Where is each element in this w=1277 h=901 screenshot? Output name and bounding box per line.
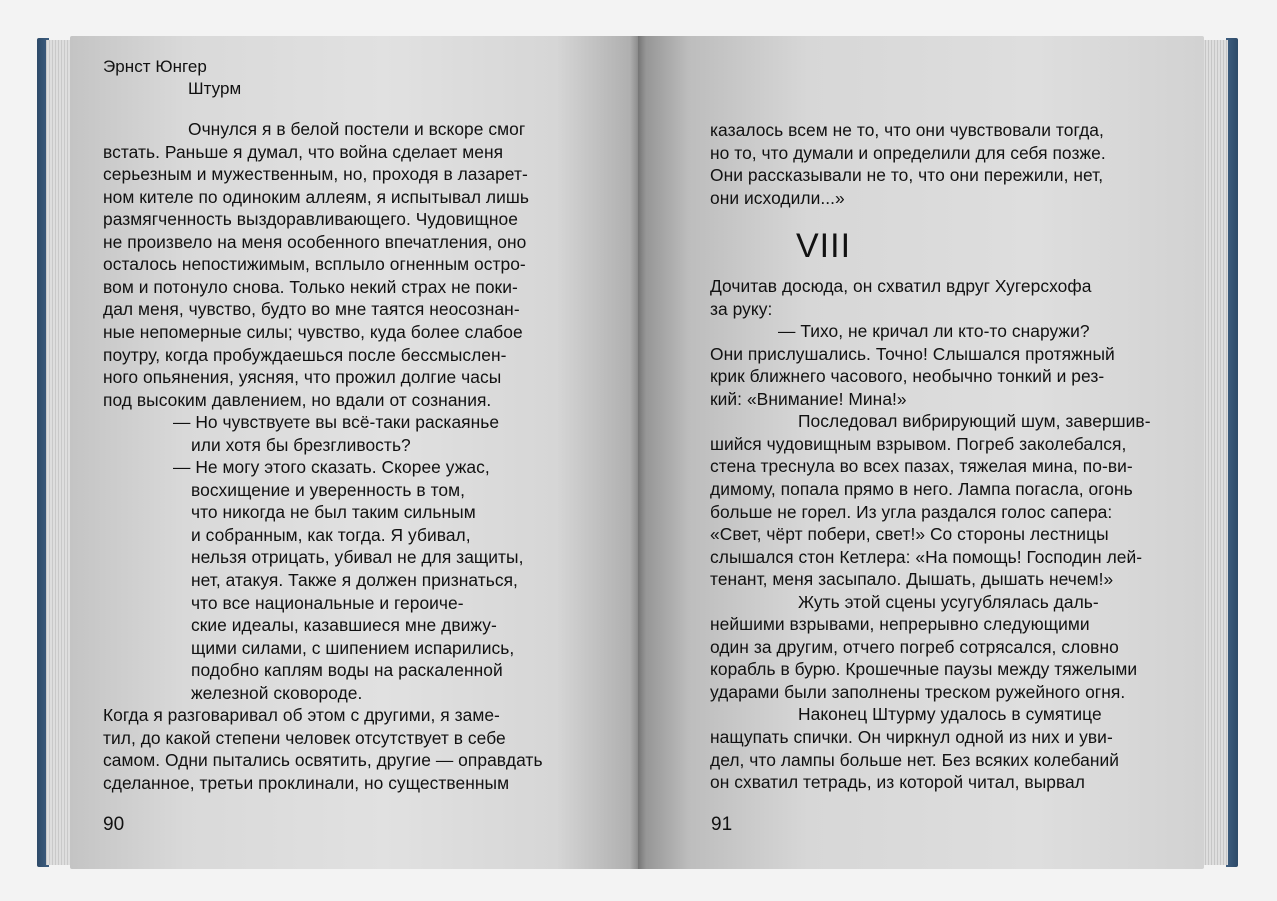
text-line: шийся чудовищным взрывом. Погреб заколебался, [710,433,1127,454]
text-line: за руку: [710,298,773,319]
running-header-author: Эрнст Юнгер [103,57,207,76]
text-line: сделанное, третьи проклинали, но существенным [103,772,510,793]
text-line: и собранным, как тогда. Я убивал, [191,524,471,545]
text-line: не произвело на меня особенного впечатления, оно [103,231,527,252]
text-line: поутру, когда пробуждаешься после бессмыслен- [103,344,507,365]
book-spine-shadow [630,36,646,869]
text-line: под высоким давлением, но вдали от сознания. [103,389,492,410]
text-line: крик ближнего часового, необычно тонкий и рез- [710,366,1105,387]
text-line: ные непомерные силы; чувство, куда более слабое [103,321,523,342]
text-line: слышался стон Кетлера: «На помощь! Господин лей- [710,546,1143,567]
text-line: вом и потонуло снова. Только некий страх не поки- [103,276,518,297]
text-line: нельзя отрицать, убивал не для защиты, [191,547,524,568]
text-line: один за другим, отчего погреб сотрясался, словно [710,636,1119,657]
text-line: он схватил тетрадь, из которой читал, вырвал [710,772,1085,793]
text-line: ного опьянения, уясняя, что прожил долгие часы [103,367,502,388]
text-line: нейшими взрывами, непрерывно следующими [710,614,1090,635]
text-line: кий: «Внимание! Мина!» [710,388,907,409]
text-line: дел, что лампы больше нет. Без всяких колебаний [710,749,1120,770]
text-line: ном кителе по одиноким аллеям, я испытывал лишь [103,186,529,207]
running-header-title: Штурм [188,79,242,98]
text-line: Очнулся я в белой постели и вскоре смог [188,119,526,139]
text-line: Последовал вибрирующий шум, завершив- [798,411,1151,432]
text-line: подобно каплям воды на раскаленной [191,660,503,681]
right-page [638,36,1204,869]
text-line: больше не горел. Из угла раздался голос сапера: [710,501,1113,522]
text-line: Наконец Штурму удалось в сумятице [798,704,1102,725]
left-page [70,36,642,869]
text-line: или хотя бы брезгливость? [191,434,411,455]
page-number-left: 90 [103,814,125,835]
text-line: — Но чувствуете вы всё-таки раскаянье [173,412,500,433]
text-line: — Тихо, не кричал ли кто-то снаружи? [778,321,1090,342]
text-line: что все национальные и героиче- [191,592,464,613]
text-line: осталось непостижимым, всплыло огненным остро- [103,254,526,275]
text-line: Жуть этой сцены усугублялась даль- [798,591,1099,612]
text-line: ские идеалы, казавшиеся мне движу- [191,615,497,636]
text-line: встать. Раньше я думал, что война сделает меня [103,141,504,162]
text-line: они исходили...» [710,187,845,208]
text-line: Они прислушались. Точно! Слышался протяжный [710,343,1115,364]
text-line: «Свет, чёрт побери, свет!» Со стороны лестницы [710,524,1109,545]
text-line: самом. Одни пытались освятить, другие — оправдать [103,750,543,771]
page-edges-right [1200,40,1228,865]
text-line: щими силами, с шипением испарились, [191,637,515,658]
text-line: корабль в бурю. Крошечные паузы между тяжелыми [710,659,1138,680]
text-line: — Не могу этого сказать. Скорее ужас, [173,457,490,478]
text-line: нащупать спички. Он чиркнул одной из них и уви- [710,727,1113,747]
text-line: что никогда не был таким сильным [191,502,476,523]
text-line: дал меня, чувство, будто во мне таятся неосознан- [103,299,520,320]
text-line: Они рассказывали не то, что они пережили, нет, [710,165,1104,186]
text-line: нет, атакуя. Также я должен признаться, [191,570,518,590]
text-line: восхищение и уверенность в том, [191,479,466,500]
text-line: железной сковороде. [191,682,363,703]
text-line: ударами были заполнены треском ружейного огня. [710,681,1126,702]
text-line: стена треснула во всех пазах, тяжелая мина, по-ви- [710,456,1133,477]
text-line: казалось всем не то, что они чувствовали тогда, [710,120,1104,140]
chapter-heading: VIII [796,227,852,265]
text-line: серьезным и мужественным, но, проходя в лазарет- [103,164,528,185]
page-number-right: 91 [711,814,733,835]
text-line: Когда я разговаривал об этом с другими, я заме- [103,705,500,726]
text-line: но то, что думали и определили для себя позже. [710,142,1106,163]
text-line: тенант, меня засыпало. Дышать, дышать нечем!» [710,569,1114,590]
text-line: тил, до какой степени человек отсутствует в себе [103,727,506,748]
text-line: Дочитав досюда, он схватил вдруг Хугерсхофа [710,276,1092,296]
text-line: размягченность выздоравливающего. Чудовищное [103,209,518,230]
text-line: димому, попала прямо в него. Лампа погасла, огонь [710,478,1133,499]
